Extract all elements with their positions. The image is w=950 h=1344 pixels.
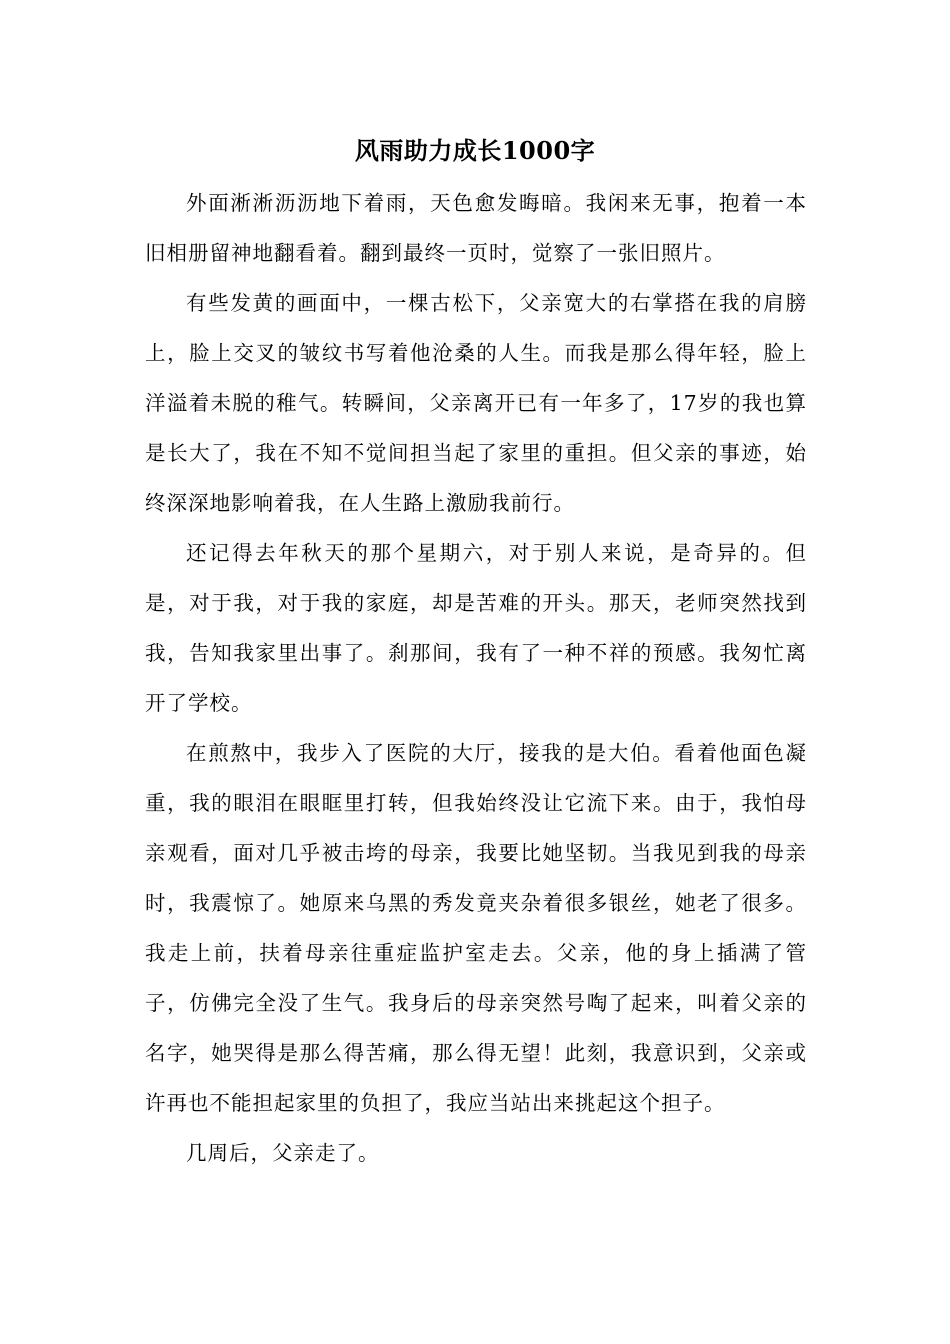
paragraph: 几周后，父亲走了。	[186, 1141, 380, 1165]
paragraph: 在煎熬中，我步入了医院的大厅，接我的是大伯。看着他面色凝重，我的眼泪在眼眶里打转，但我始终没让它流下来。由于，我怕母亲观看，面对几乎被击垮的母亲，我要比她坚韧。当我见到我的母亲时，我震惊了。她原来乌黑的秀发竟夹杂着很多银丝，她老了很多。我走上前，扶着母亲往重症监护室走去。父亲，他的身上插满了管子，仿佛完全没了生气。我身后的母亲突然号啕了起来，叫着父亲的名字，她哭得是那么得苦痛，那么得无望！此刻，我意识到，父亲或许再也不能担起家里的负担了，我应当站出来挑起这个担子。	[145, 741, 807, 1115]
document-body	[145, 178, 807, 1178]
paragraph: 外面淅淅沥沥地下着雨，天色愈发晦暗。我闲来无事，抱着一本旧相册留神地翻看着。翻到最终一页时，觉察了一张旧照片。	[145, 191, 807, 265]
paragraph: 有些发黄的画面中，一棵古松下，父亲宽大的右掌搭在我的肩膀上，脸上交叉的皱纹书写着他沧桑的人生。而我是那么得年轻，脸上洋溢着未脱的稚气。转瞬间，父亲离开已有一年多了，17岁的我也算是长大了，我在不知不觉间担当起了家里的重担。但父亲的事迹，始终深深地影响着我，在人生路上激励我前行。	[145, 291, 807, 515]
document-title: 风雨助力成长1000字	[354, 136, 596, 165]
paragraph: 还记得去年秋天的那个星期六，对于别人来说，是奇异的。但是，对于我，对于我的家庭，却是苦难的开头。那天，老师突然找到我，告知我家里出事了。刹那间，我有了一种不祥的预感。我匆忙离开了学校。	[145, 541, 807, 715]
